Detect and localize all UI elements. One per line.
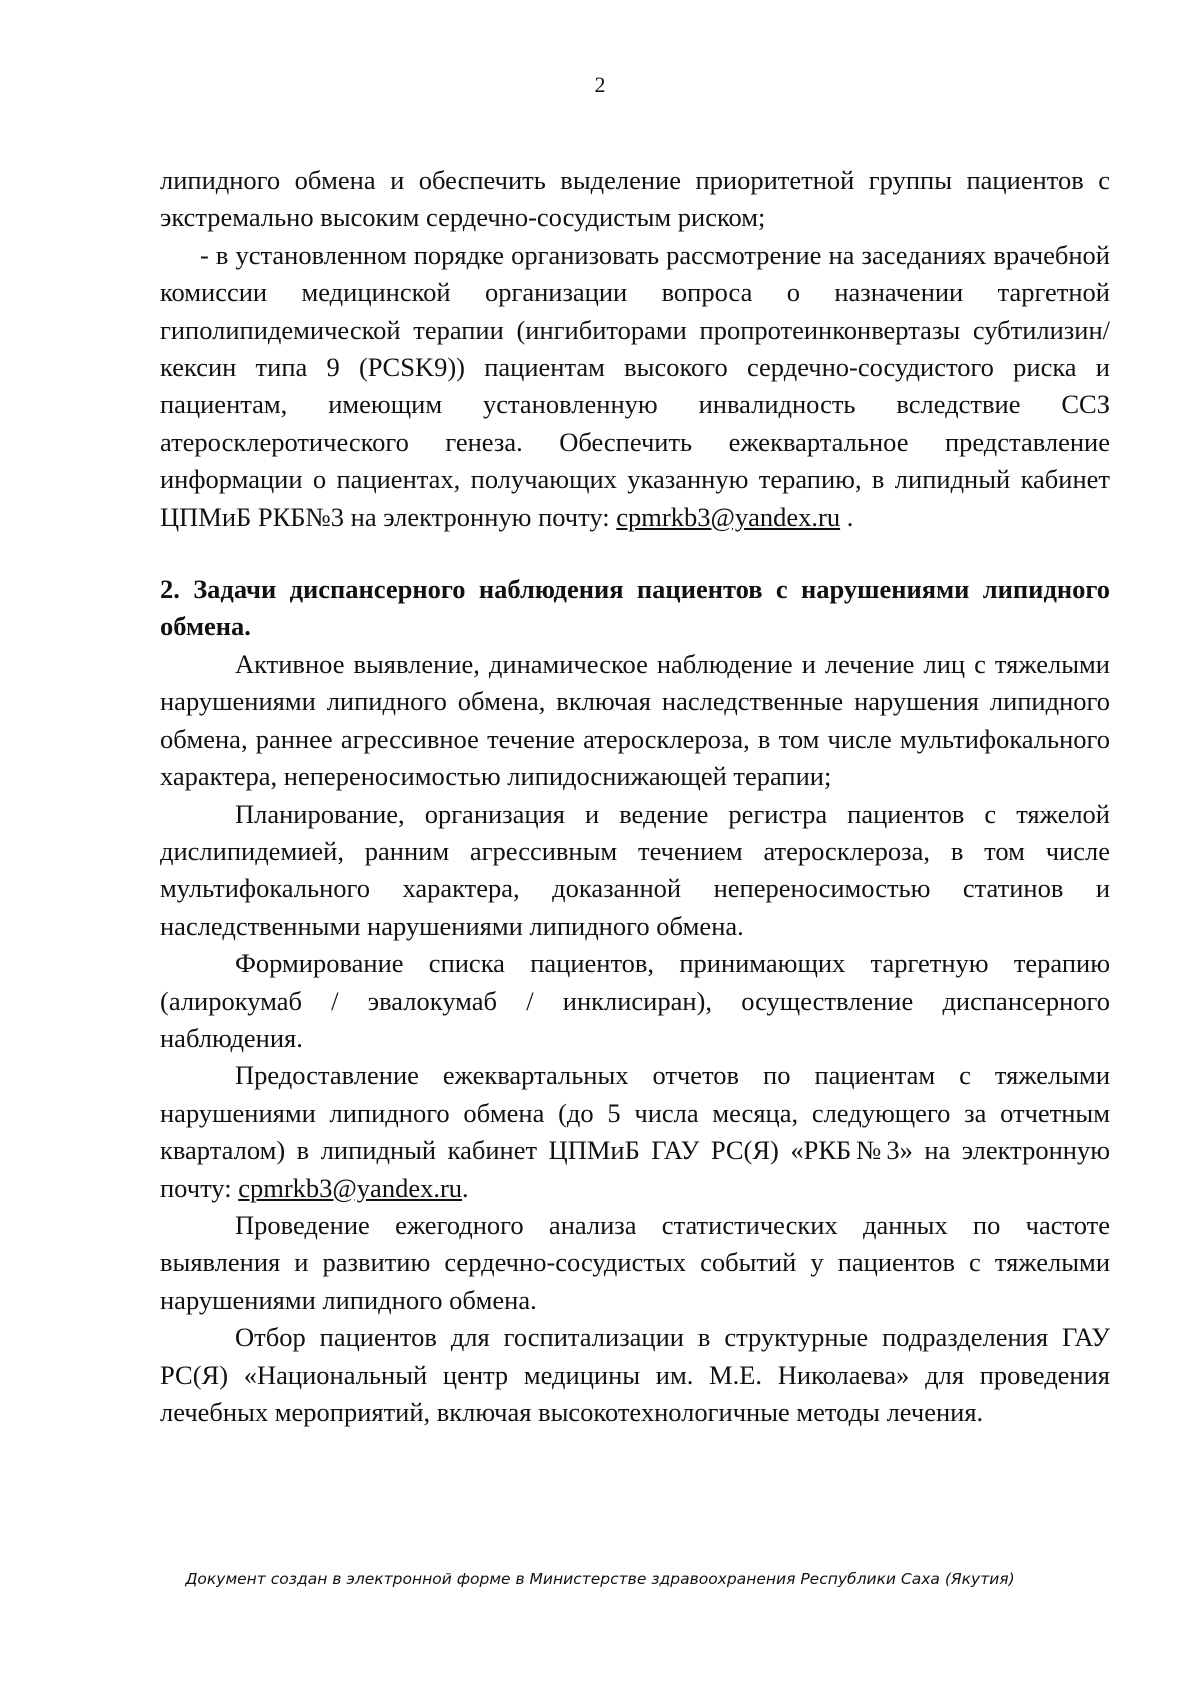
section-paragraph-1: Активное выявление, динамическое наблюдение и лечение лиц с тяжелыми нарушениями липидного обмена, включая наследственные нарушения липидного обмена, раннее агрессивное течение атеросклероза, в том числе мультифокального характера, непереносимостью липидоснижающей терапии; [160,648,1110,792]
paragraph-4-text: Предоставление ежеквартальных отчетов по пациентам с тяжелыми нарушениями липидного обмена (до 5 числа месяца, следующего за отчетным кварталом) в липидный кабинет ЦПМиБ ГАУ РС(Я) «РКБ№3» на электронную почту: [160,1060,1110,1203]
section-paragraph-5: Проведение ежегодного анализа статистических данных по частоте выявления и развитию сердечно-сосудистых событий у пациентов с тяжелыми нарушениями липидного обмена. [160,1209,1110,1315]
dash-item-text: - в установленном порядке организовать рассмотрение на заседаниях врачебной комиссии медицинской организации вопроса о назначении таргетной гиполипидемической терапии (ингибиторами пропротеинконвертазы субтилизин/кексин типа 9 (PCSK9)) пациентам высокого сердечно-сосудистого риска и пациентам, имеющим установленную инвалидность вследствие ССЗ атеросклеротического генеза. Обеспечить ежеквартальное представление информации о пациентах, получающих указанную терапию, в липидный кабинет ЦПМиБ РКБ№3 на электронную почту: [160,239,1110,532]
section-paragraph-6: Отбор пациентов для госпитализации в структурные подразделения ГАУ РС(Я) «Национальный центр медицины им. М.Е. Николаева» для проведения лечебных мероприятий, включая высокотехнологичные методы лечения. [160,1322,1110,1427]
paragraph-4-end: . [462,1172,469,1203]
page-number: 2 [594,72,606,97]
dash-item-end: . [840,501,854,532]
email-link[interactable]: cpmrkb3@yandex.ru [616,501,841,532]
intro-dash-item [160,237,1110,536]
intro-continuation: липидного обмена и обеспечить выделение приоритетной группы пациентов с экстремально высоким сердечно-сосудистым риском; [160,165,1110,233]
section-heading: 2. Задачи диспансерного наблюдения пациентов с нарушениями липидного обмена. [160,574,1110,642]
document-body [160,162,1110,1431]
footer-note: Документ создан в электронной форме в Министерстве здравоохранения Республики Саха (Якутия) [185,1570,1015,1588]
section-paragraph-4 [160,1057,1110,1207]
email-link-2[interactable]: cpmrkb3@yandex.ru [238,1172,463,1203]
section-paragraph-3: Формирование списка пациентов, принимающих таргетную терапию (алирокумаб / эвалокумаб / инклисиран), осуществление диспансерного наблюдения. [160,948,1110,1053]
section-paragraph-2: Планирование, организация и ведение регистра пациентов с тяжелой дислипидемией, ранним агрессивным течением атеросклероза, в том числе мультифокального характера, доказанной непереносимостью статинов и наследственными нарушениями липидного обмена. [160,798,1110,941]
